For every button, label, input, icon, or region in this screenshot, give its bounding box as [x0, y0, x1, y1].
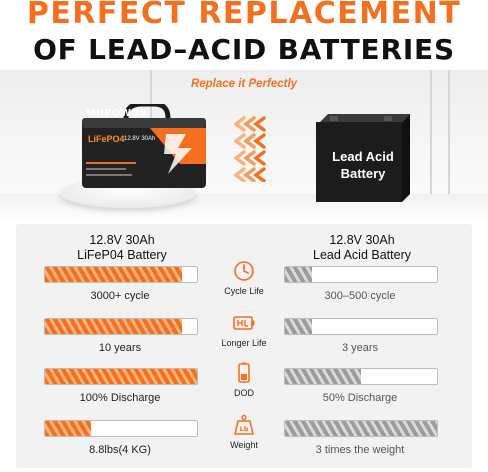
clock-icon: [233, 260, 255, 282]
lead-acid-value: 3 years: [341, 342, 379, 354]
headline-line1: PERFECT REPLACEMENT: [26, 0, 462, 31]
lifepo4-bar-fill: [45, 369, 197, 384]
metric-label: DOD: [234, 388, 254, 398]
lifepo4-bar: [44, 420, 198, 437]
lead-acid-label: Lead Acid Battery: [332, 149, 394, 181]
lead-acid-bar-fill: [285, 319, 312, 334]
headline-line2: OF LEAD–ACID BATTERIES: [33, 33, 455, 66]
lead-acid-value: 3 times the weight: [315, 444, 405, 456]
lead-acid-bar: [284, 266, 438, 283]
lead-acid-bar-fill: [285, 421, 437, 436]
right-column-title: 12.8V 30Ah Lead Acid Battery: [313, 233, 411, 262]
lifepo4-value: 100% Discharge: [79, 392, 161, 404]
left-column-title: 12.8V 30Ah LiFeP04 Battery: [77, 233, 167, 262]
replace-arrows: [234, 110, 274, 182]
lifepo4-battery-image: [80, 104, 208, 190]
weight-icon: [233, 414, 255, 436]
lifepo4-value: 3000+ cycle: [90, 290, 150, 302]
battery-brand: MHPOWOS: [86, 108, 148, 119]
metric-label: Cycle Life: [224, 286, 264, 296]
svg-text:Lb: Lb: [239, 425, 249, 433]
battery-spec: 12.8V 30Ah: [124, 136, 156, 142]
lifepo4-bar-fill: [45, 319, 182, 334]
lifepo4-bar: [44, 266, 198, 283]
lead-acid-bar: [284, 318, 438, 335]
hero-subtitle: Replace it Perfectly: [190, 78, 298, 90]
battery-chemistry: LiFePO4: [88, 134, 125, 144]
lifepo4-bar-fill: [45, 421, 91, 436]
chevron-left-icon: [236, 118, 264, 181]
lead-acid-bar-fill: [285, 267, 312, 282]
lifepo4-value: 8.8lbs(4 KG): [89, 444, 151, 456]
lifepo4-bar: [44, 318, 198, 335]
lead-acid-bar: [284, 368, 438, 385]
metric-label: Weight: [230, 440, 258, 450]
lifepo4-bar: [44, 368, 198, 385]
battery-icon: [233, 312, 255, 334]
metric-label: Longer Life: [221, 338, 267, 348]
battery-level-icon: [233, 362, 255, 384]
lifepo4-value: 10 years: [98, 342, 142, 354]
lifepo4-bar-fill: [45, 267, 182, 282]
lead-acid-value: 50% Discharge: [322, 392, 398, 404]
lead-acid-bar: [284, 420, 438, 437]
lead-acid-bar-fill: [285, 369, 361, 384]
lead-acid-value: 300–500 cycle: [324, 290, 396, 302]
